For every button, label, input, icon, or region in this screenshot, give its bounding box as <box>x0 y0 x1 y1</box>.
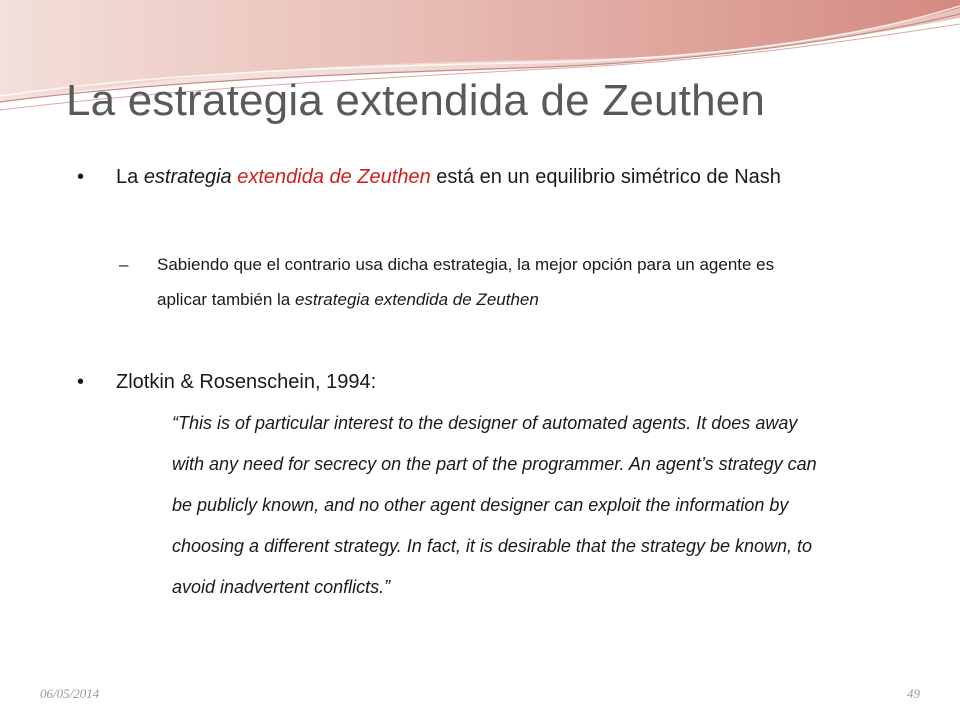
bullet-highlight: extendida de Zeuthen <box>237 166 431 188</box>
subbullet-best-option <box>119 247 819 317</box>
bullet-suffix: está en un equilibrio simétrico de Nash <box>430 166 781 188</box>
slide-title: La estrategia extendida de Zeuthen <box>66 76 766 125</box>
page-number: 49 <box>907 686 920 701</box>
subbullet-text <box>119 247 819 317</box>
bullet-marker: • <box>77 166 85 188</box>
bullet-italic-word: estrategia <box>143 166 238 188</box>
citation-text: Zlotkin & Rosenschein, 1994: <box>116 371 377 393</box>
bullet-prefix: La <box>116 166 144 188</box>
bullet-nash-equilibrium <box>77 160 837 195</box>
subbullet-marker: – <box>119 255 129 274</box>
subbullet-italic: estrategia extendida de Zeuthen <box>294 290 539 309</box>
footer-date: 06/05/2014 <box>40 686 100 701</box>
bullet-text <box>77 160 837 195</box>
bullet-marker: • <box>77 371 85 393</box>
subbullet-body: Sabiendo que el contrario usa dicha estrategia, la mejor opción para un agente es aplicar también la <box>157 255 775 309</box>
quote-block: “This is of particular interest to the designer of automated agents. It does away with any need for secrecy on the part of the programmer. An agent’s strategy can be publicly known, and no other agent designer can exploit the information by choosing a different strategy. In fact, it is desirable that the strategy be known, to avoid inadvertent conflicts.” <box>172 413 817 597</box>
bullet-citation <box>77 365 837 400</box>
